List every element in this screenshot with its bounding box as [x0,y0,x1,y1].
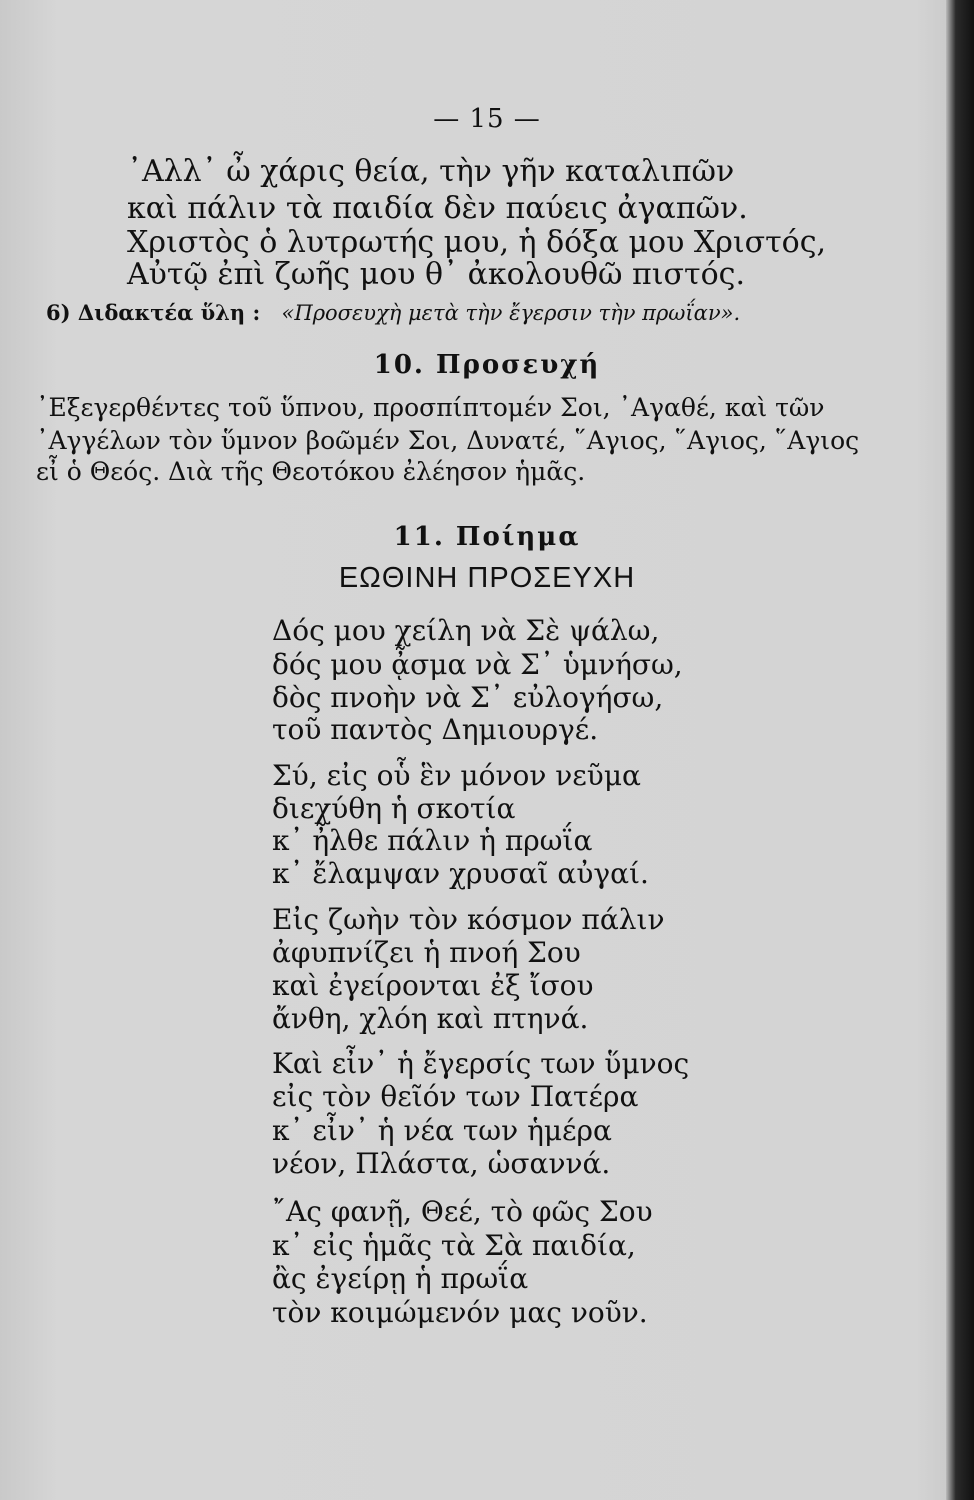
poem-line: Καὶ εἶν᾿ ἡ ἔγερσίς των ὕμνος [272,1047,690,1080]
prayer-line: ᾿Αγγέλων τὸν ὕμνον βοῶμέν Σοι, Δυνατέ, ῞Αγιος, ῞Αγιος, ῞Αγιος [36,426,860,455]
verse-line: Αὐτῷ ἐπὶ ζωῆς μου θ᾿ ἀκολουθῶ πιστός. [127,257,745,292]
poem-line: καὶ ἐγείρονται ἐξ ἴσου [272,969,594,1002]
page-edge-shadow [946,0,974,1500]
poem-line: νέον, Πλάστα, ὡσαννά. [272,1147,611,1180]
verse-line: Χριστὸς ὁ λυτρωτής μου, ἡ δόξα μου Χριστός, [127,225,827,260]
poem-line: Δός μου χείλη νὰ Σὲ ψάλω, [272,614,660,647]
poem-line: Εἰς ζωὴν τὸν κόσμον πάλιν [272,903,665,936]
poem-line: ἄνθη, χλόη καὶ πτηνά. [272,1002,589,1035]
poem-line: δὸς πνοὴν νὰ Σ᾿ εὐλογήσω, [272,681,664,714]
poem-line: κ᾿ εἰς ἡμᾶς τὰ Σὰ παιδία, [272,1229,636,1262]
poem-line: διεχύθη ἡ σκοτία [272,792,516,825]
poem-line: ῎Ας φανῇ, Θεέ, τὸ φῶς Σου [272,1195,653,1228]
poem-line: κ᾿ εἶν᾿ ἡ νέα των ἡμέρα [272,1114,612,1147]
poem-title: ΕΩΘΙΝΗ ΠΡΟΣΕΥΧΗ [338,562,636,594]
poem-line: ἀφυπνίζει ἡ πνοή Σου [272,936,581,969]
poem-line: τὸν κοιμώμενόν μας νοῦν. [272,1296,648,1329]
poem-line: ἂς ἐγείρῃ ἡ πρωΐα [272,1262,529,1295]
teaching-material-text: «Προσευχὴ μετὰ τὴν ἔγερσιν τὴν πρωΐαν». [281,301,741,325]
page-number: — 15 — [433,104,541,134]
poem-line: Σύ, εἰς οὗ ἓν μόνον νεῦμα [272,759,641,792]
poem-line: τοῦ παντὸς Δημιουργέ. [272,713,599,746]
verse-line: καὶ πάλιν τὰ παιδία δὲν παύεις ἀγαπῶν. [127,191,748,226]
prayer-line: ᾿Εξεγερθέντες τοῦ ὕπνου, προσπίπτομέν Σοι, ᾿Αγαθέ, καὶ τῶν [36,393,825,422]
verse-line: ᾿Αλλ᾿ ὦ χάρις θεία, τὴν γῆν καταλιπῶν [127,154,735,189]
poem-line: κ᾿ ἔλαμψαν χρυσαῖ αὐγαί. [272,857,649,890]
section-heading-prayer: 10. Προσευχή [373,350,601,380]
teaching-material-label: 6) Διδακτέα ὕλη : [46,300,261,325]
poem-line: εἰς τὸν θεῖόν των Πατέρα [272,1080,639,1113]
prayer-line: εἶ ὁ Θεός. Διὰ τῆς Θεοτόκου ἐλέησον ἡμᾶς. [36,457,586,486]
poem-line: κ᾿ ἦλθε πάλιν ἡ πρωΐα [272,824,593,857]
teaching-material-line [46,300,740,325]
section-heading-poem: 11. Ποίημα [393,522,581,552]
poem-line: δός μου ᾆσμα νὰ Σ᾿ ὑμνήσω, [272,648,683,681]
